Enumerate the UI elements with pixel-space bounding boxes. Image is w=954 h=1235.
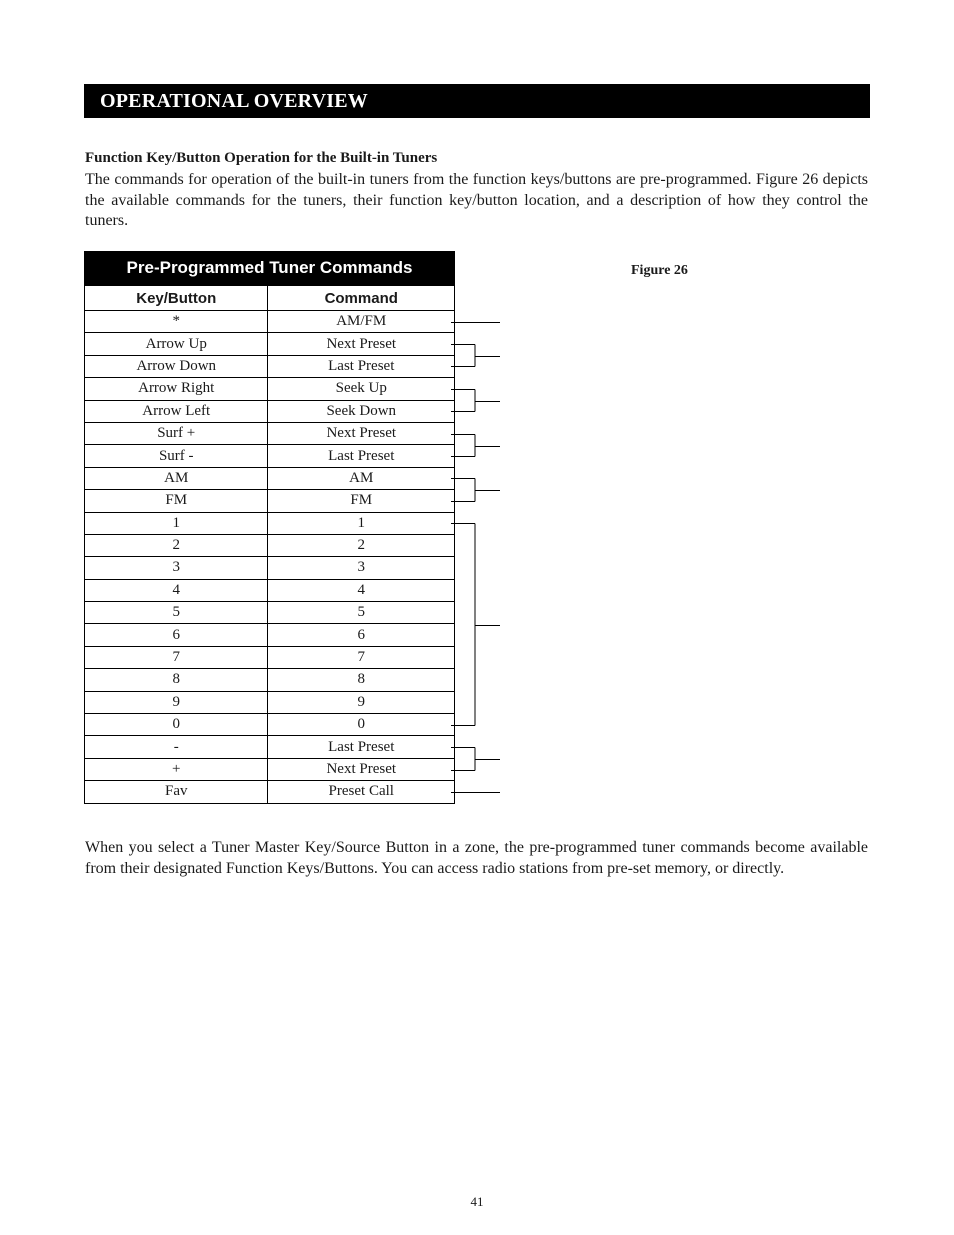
- cell-key: Arrow Right: [85, 378, 268, 400]
- table-row: [85, 445, 455, 467]
- cell-command: Next Preset: [268, 422, 455, 444]
- cell-command: Last Preset: [268, 355, 455, 377]
- cell-key: -: [85, 736, 268, 758]
- table-row: [85, 714, 455, 736]
- cell-command: AM: [268, 467, 455, 489]
- table-row: [85, 534, 455, 556]
- page-number: 41: [470, 1194, 484, 1209]
- cell-key: 9: [85, 691, 268, 713]
- table-row: [85, 758, 455, 780]
- cell-command: 9: [268, 691, 455, 713]
- header-key: Key/Button: [85, 286, 268, 311]
- cell-command: Next Preset: [268, 758, 455, 780]
- cell-key: +: [85, 758, 268, 780]
- cell-command: FM: [268, 490, 455, 512]
- cell-command: Next Preset: [268, 333, 455, 355]
- table-row: [85, 602, 455, 624]
- table-row: [85, 422, 455, 444]
- cell-command: 4: [268, 579, 455, 601]
- cell-command: 7: [268, 646, 455, 668]
- cell-key: *: [85, 311, 268, 333]
- cell-command: 0: [268, 714, 455, 736]
- table-row: [85, 333, 455, 355]
- table-header-row: [85, 286, 455, 311]
- table-row: [85, 490, 455, 512]
- cell-key: 4: [85, 579, 268, 601]
- cell-command: 5: [268, 602, 455, 624]
- table-row: [85, 355, 455, 377]
- cell-command: Seek Up: [268, 378, 455, 400]
- header-command: Command: [268, 286, 455, 311]
- cell-key: FM: [85, 490, 268, 512]
- cell-command: Last Preset: [268, 736, 455, 758]
- cell-key: Fav: [85, 781, 268, 803]
- table-row: [85, 646, 455, 668]
- cell-command: 3: [268, 557, 455, 579]
- cell-key: 7: [85, 646, 268, 668]
- table-row: [85, 512, 455, 534]
- table-row: [85, 669, 455, 691]
- cell-key: Surf -: [85, 445, 268, 467]
- cell-key: 3: [85, 557, 268, 579]
- cell-command: Last Preset: [268, 445, 455, 467]
- cell-command: AM/FM: [268, 311, 455, 333]
- table-row: [85, 624, 455, 646]
- table-row: [85, 467, 455, 489]
- intro-paragraph: The commands for operation of the built-in tuners from the function keys/buttons are pre-programmed. Figure 26 depicts the available commands for the tuners, their function key/button location, and a description of how they control the tuners.: [85, 171, 868, 229]
- cell-command: 6: [268, 624, 455, 646]
- cell-key: 2: [85, 534, 268, 556]
- cell-key: Surf +: [85, 422, 268, 444]
- cell-key: 6: [85, 624, 268, 646]
- table-row: [85, 311, 455, 333]
- table-row: [85, 736, 455, 758]
- table-row: [85, 781, 455, 803]
- cell-key: 8: [85, 669, 268, 691]
- cell-command: 2: [268, 534, 455, 556]
- table-row: [85, 400, 455, 422]
- table-row: [85, 557, 455, 579]
- cell-key: Arrow Left: [85, 400, 268, 422]
- closing-paragraph: When you select a Tuner Master Key/Source Button in a zone, the pre-programmed tuner commands become available from their designated Function Keys/Buttons. You can access radio stations from pre-set memory, or directly.: [85, 839, 868, 877]
- cell-key: AM: [85, 467, 268, 489]
- table-row: [85, 691, 455, 713]
- section-title-bar: [84, 84, 870, 118]
- commands-grid: [84, 285, 455, 804]
- cell-command: 1: [268, 512, 455, 534]
- tuner-commands-table: [84, 251, 455, 804]
- cell-key: 0: [85, 714, 268, 736]
- cell-key: 5: [85, 602, 268, 624]
- cell-key: Arrow Up: [85, 333, 268, 355]
- table-title: Pre-Programmed Tuner Commands: [84, 251, 455, 285]
- cell-key: Arrow Down: [85, 355, 268, 377]
- cell-command: 8: [268, 669, 455, 691]
- intro-heading: Function Key/Button Operation for the Built-in Tuners: [85, 150, 438, 166]
- cell-command: Preset Call: [268, 781, 455, 803]
- figure-label: Figure 26: [631, 263, 688, 278]
- cell-key: 1: [85, 512, 268, 534]
- table-row: [85, 579, 455, 601]
- section-title: OPERATIONAL OVERVIEW: [100, 90, 368, 112]
- cell-command: Seek Down: [268, 400, 455, 422]
- table-row: [85, 378, 455, 400]
